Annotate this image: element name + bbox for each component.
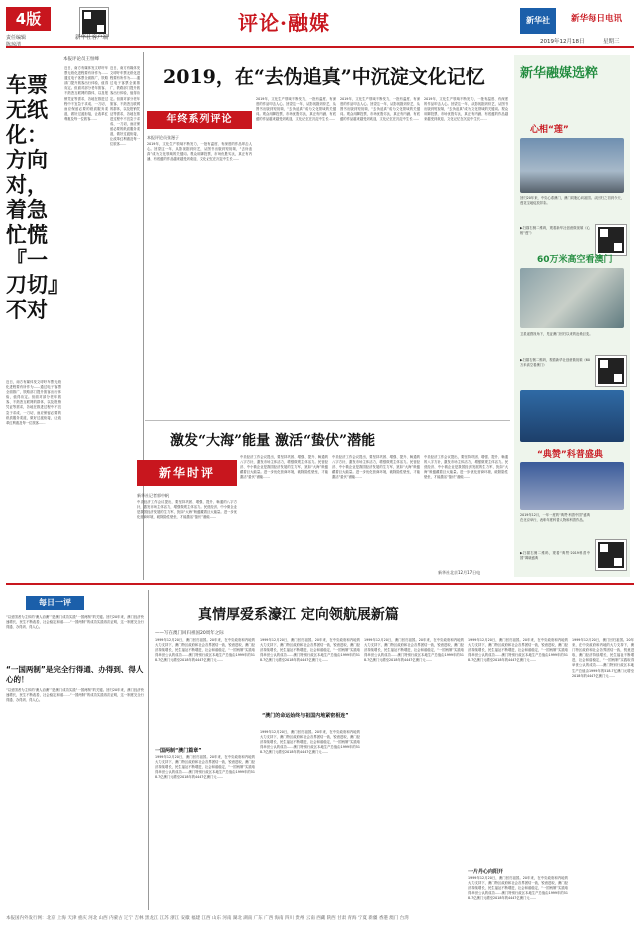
ceremony-photo: [520, 390, 624, 442]
bottom-col-3: 1999年12月20日，澳门回归祖国。20年来，在中央政府和内地的大力支持下，澳门特区政府和社会各界团结一致，锐意进取，澳门经济持续增长，民生福祉不断增进，社会和谐稳定，“一国两制”实践取得举世公认的成功……澳门特别行政区本地生产总值由1999年的518.7亿澳门元增至2018年的4447亿澳门元……: [364, 638, 464, 663]
footer-distribution: 本报国内外发行网：北京 上海 天津 重庆 河北 山西 内蒙古 辽宁 吉林 黑龙江 江苏 浙江 安徽 福建 江西 山东 河南 湖北 湖南 广东 广西 海南 四川 贵州 云南 西藏 陕西 甘肃 青海 宁夏 新疆 香港 澳门 台湾: [6, 916, 409, 921]
bottom-col-1b: 1999年12月20日，澳门回归祖国。20年来，在中央政府和内地的大力支持下，澳门特区政府和社会各界团结一致，锐意进取，澳门经济持续增长，民生福祉不断增进，社会和谐稳定，“一国两制”实践取得举世公认的成功……澳门特别行政区本地生产总值由1999年的518.7亿澳门元增至2018年的4447亿澳门元……: [155, 755, 255, 780]
bottom-subhead-1: 一国两制“澳门篇章”: [155, 748, 202, 754]
science-event-photo: [520, 462, 624, 510]
center-col-3: 2019年，文化生产领域不断发力，一批有温度、有深度的作品叩击人心。回望这一年，从影视剧到综艺，从图书出版到短视频，“去伪追真”成为文化领域的关键词。观众用脚投票，市场优胜劣汰，真正有内涵、有底蕴的作品越来越受到欢迎，文化记忆在沉淀中生长……: [340, 97, 420, 122]
center-byline: 本报评论员张漫子: [147, 135, 179, 140]
left-article-col-2: 近日，南方有媒体发文呼吁车票无纸化进程要有所作为……通过电子客票全面推广，铁路部门提升旅客出行体验，值得肯定。但面对部分老年旅客、不熟悉互联网的群体，以及报销凭证等需求，各地在推进过程中不宜急于求成、一刀切，而应保留必要的纸质服务渠道，做好过渡衔接，让改革红利惠及每一位旅客……: [110, 66, 140, 147]
center-banner-title: 2019，在“去伪追真”中沉淀文化记忆: [163, 66, 485, 88]
header-divider: [6, 46, 634, 48]
bottom-article-intro: ——写在澳门回归祖国20周年之际: [155, 631, 224, 636]
bottom-col-4b: 1999年12月20日，澳门回归祖国。20年来，在中央政府和内地的大力支持下，澳门特区政府和社会各界团结一致，锐意进取，澳门经济持续增长，民生福祉不断增进，社会和谐稳定，“一国两制”实践取得举世公认的成功……澳门特别行政区本地生产总值由1999年的518.7亿澳门元增至2018年的4447亿澳门元……: [468, 876, 568, 901]
mid-signoff: 新华社北京12月17日电: [438, 570, 481, 575]
mid-col-3: 中央经济工作会议提出，要坚持巩固、增强、提升、畅通的八字方针，激发市场主体活力，增强微观主体活力。民营经济、中小微企业是我国经济发展的生力军，犹如“大海”般蕴藏着巨大能量。进一步优化营商环境，破除隐性壁垒，才能激活“蛰伏”潜能……: [332, 455, 420, 480]
daily-title: “一国两制”是完全行得通、办得到、得人心的！: [6, 665, 144, 684]
sidebar-bottom-title: “典赞”科普盛典: [537, 450, 603, 460]
center-col-1: 2019年，文化生产领域不断发力，一批有温度、有深度的作品叩击人心。回望这一年，从影视剧到综艺，从图书出版到短视频，“去伪追真”成为文化领域的关键词。观众用脚投票，市场优胜劣汰，真正有内涵、有底蕴的作品越来越受到欢迎，文化记忆在沉淀中生长……: [147, 142, 252, 162]
mid-article-title: 激发“大海”能量 激活“蛰伏”潜能: [170, 433, 376, 449]
center-col-4: 2019年，文化生产领域不断发力，一批有温度、有深度的作品叩击人心。回望这一年，从影视剧到综艺，从图书出版到短视频，“去伪追真”成为文化领域的关键词。观众用脚投票，市场优胜劣汰，真正有内涵、有底蕴的作品越来越受到欢迎，文化记忆在沉淀中生长……: [424, 97, 508, 122]
sidebar-heart-caption: 回归20年来，中央心系澳门，澳门同胞心向祖国。从回归之初到今天，莲花宝地绽放异彩。: [520, 196, 624, 206]
xinhua-commentary-tag: 新华时评: [137, 460, 237, 486]
bottom-col-1a: 1999年12月20日，澳门回归祖国。20年来，在中央政府和内地的大力支持下，澳门特区政府和社会各界团结一致，锐意进取，澳门经济持续增长，民生福祉不断增进，社会和谐稳定，“一国两制”实践取得举世公认的成功……澳门特别行政区本地生产总值由1999年的518.7亿澳门元增至2018年的4447亿澳门元……: [155, 638, 255, 663]
daily-divider: [148, 590, 149, 910]
bottom-subhead-3: 一片丹心向阳开: [468, 869, 504, 875]
macau-satellite-photo: [520, 268, 624, 328]
daily-intro: “以爱国者为主体的‘澳人治澳’”是澳门成功实践“一国两制”的关键。回归20年来，澳门经济快速增长，民生不断改善，社会稳定和谐……“一国两制”的成功实践再次证明，这一制度完全行得通、办得到、得人心。: [6, 615, 144, 630]
bottom-col-4: 1999年12月20日，澳门回归祖国。20年来，在中央政府和内地的大力支持下，澳门特区政府和社会各界团结一致，锐意进取，澳门经济持续增长，民生福祉不断增进，社会和谐稳定，“一国两制”实践取得举世公认的成功……澳门特别行政区本地生产总值由1999年的518.7亿澳门元增至2018年的4447亿澳门元……: [468, 638, 568, 663]
sidebar-qr-2[interactable]: [596, 356, 626, 386]
mid-divider: [145, 420, 510, 421]
issue-weekday: 星期三: [603, 39, 620, 45]
sidebar-qr-3[interactable]: [596, 540, 626, 570]
daily-commentary-tag: 每日一评: [26, 596, 84, 610]
section-title: 评论·融媒: [238, 11, 330, 35]
mid-article-byline: 新华社记者郭中帆: [137, 493, 169, 498]
sidebar-bridge-caption: 卫星遥感视角下，见证澳门回归以来的沧桑巨变。: [520, 332, 593, 336]
mid-col-4: 中央经济工作会议提出，要坚持巩固、增强、提升、畅通的八字方针，激发市场主体活力，增强微观主体活力。民营经济、中小微企业是我国经济发展的生力军，犹如“大海”般蕴藏着巨大能量。进一步优化营商环境，破除隐性壁垒，才能激活“蛰伏”潜能……: [424, 455, 508, 480]
series-tag: 年终系列评论: [147, 111, 252, 129]
center-col-2: 2019年，文化生产领域不断发力，一批有温度、有深度的作品叩击人心。回望这一年，从影视剧到综艺，从图书出版到短视频，“去伪追真”成为文化领域的关键词。观众用脚投票，市场优胜劣汰，真正有内涵、有底蕴的作品越来越受到欢迎，文化记忆在沉淀中生长……: [256, 97, 336, 122]
sidebar-heart-title: 心相“莲”: [530, 125, 569, 135]
bottom-subhead-2: “澳门的命运始终与祖国内地紧密相连”: [262, 713, 349, 719]
sidebar-scan-hint-3: ▶扫描右侧二维码，观看“典赞·2019科普中国”揭晓盛典: [520, 551, 590, 561]
editor-line: 责任编辑 陈琼清: [6, 35, 27, 48]
sidebar-scan-hint-1: ▶扫描右侧二维码，观看新华社创意微视频《心相“莲”》: [520, 226, 590, 236]
sidebar-qr-1[interactable]: [596, 225, 626, 255]
bottom-article-title: 真情厚爱系濠江 定向领航展新篇: [198, 607, 399, 623]
bottom-col-2b: 1999年12月20日，澳门回归祖国。20年来，在中央政府和内地的大力支持下，澳门特区政府和社会各界团结一致，锐意进取，澳门经济持续增长，民生福祉不断增进，社会和谐稳定，“一国两制”实践取得举世公认的成功……澳门特别行政区本地生产总值由1999年的518.7亿澳门元增至2018年的4447亿澳门元……: [260, 730, 360, 755]
header-qr-code[interactable]: [80, 8, 108, 36]
left-article-col-1: 近日，南方有媒体发文呼吁车票无纸化进程要有所作为……通过电子客票全面推广，铁路部门提升旅客出行体验，值得肯定。但面对部分老年旅客、不熟悉互联网的群体，以及报销凭证等需求，各地在推进过程中不宜急于求成、一刀切，而应保留必要的纸质服务渠道，做好过渡衔接，让改革红利惠及每一位旅客……: [64, 66, 108, 121]
page-number-badge: 4版: [6, 7, 51, 31]
sidebar-bottom-caption: 2019年12月，一年一度的“典赞·科普中国”盛典在北京举行，表彰年度科普人物和科普作品。: [520, 513, 590, 523]
left-article-title: 车票无纸化：方向对，着急忙慌『一刀切』不对: [6, 72, 59, 322]
bottom-col-2a: 1999年12月20日，澳门回归祖国。20年来，在中央政府和内地的大力支持下，澳门特区政府和社会各界团结一致，锐意进取，澳门经济持续增长，民生福祉不断增进，社会和谐稳定，“一国两制”实践取得举世公认的成功……澳门特别行政区本地生产总值由1999年的518.7亿澳门元增至2018年的4447亿澳门元……: [260, 638, 360, 663]
sidebar-bridge-title: 60万米高空看澳门: [537, 255, 613, 265]
issue-date: 2019年12月18日: [540, 39, 585, 45]
sidebar-scan-hint-2: ▶扫描右侧二维码，观看新华社创意微视频《60万米高空看澳门》: [520, 358, 590, 368]
left-article-col-3: 近日，南方有媒体发文呼吁车票无纸化进程要有所作为……通过电子客票全面推广，铁路部门提升旅客出行体验，值得肯定。但面对部分老年旅客、不熟悉互联网的群体，以及报销凭证等需求，各地在推进过程中不宜急于求成、一刀切，而应保留必要的纸质服务渠道，做好过渡衔接，让改革红利惠及每一位旅客……: [6, 380, 61, 425]
xinhua-logo: 新华社: [520, 8, 556, 34]
qr-label: 新华社客户端: [75, 35, 109, 41]
lower-divider: [6, 583, 634, 585]
sidebar-title: 新华融媒选粹: [520, 66, 599, 81]
mid-col-1: 中央经济工作会议提出，要坚持巩固、增强、提升、畅通的八字方针，激发市场主体活力，增强微观主体活力。民营经济、中小微企业是我国经济发展的生力军，犹如“大海”般蕴藏着巨大能量。进一步优化营商环境，破除隐性壁垒，才能激活“蛰伏”潜能……: [137, 500, 237, 520]
left-article-byline: 本报评论员王恒峰: [63, 57, 99, 62]
macau-night-photo: [520, 138, 624, 193]
daily-body: “以爱国者为主体的‘澳人治澳’”是澳门成功实践“一国两制”的关键。回归20年来，澳门经济快速增长，民生不断改善，社会稳定和谐……“一国两制”的成功实践再次证明，这一制度完全行得通、办得到、得人心。: [6, 688, 144, 703]
bottom-col-5: 1999年12月20日，澳门回归祖国。20年来，在中央政府和内地的大力支持下，澳门特区政府和社会各界团结一致，锐意进取，澳门经济持续增长，民生福祉不断增进，社会和谐稳定，“一国两制”实践取得举世公认的成功……澳门特别行政区本地生产总值由1999年的518.7亿澳门元增至2018年的4447亿澳门元……: [572, 638, 634, 678]
mid-col-2: 中央经济工作会议提出，要坚持巩固、增强、提升、畅通的八字方针，激发市场主体活力，增强微观主体活力。民营经济、中小微企业是我国经济发展的生力军，犹如“大海”般蕴藏着巨大能量。进一步优化营商环境，破除隐性壁垒，才能激活“蛰伏”潜能……: [240, 455, 328, 480]
paper-name: 新华每日电讯: [571, 14, 623, 24]
